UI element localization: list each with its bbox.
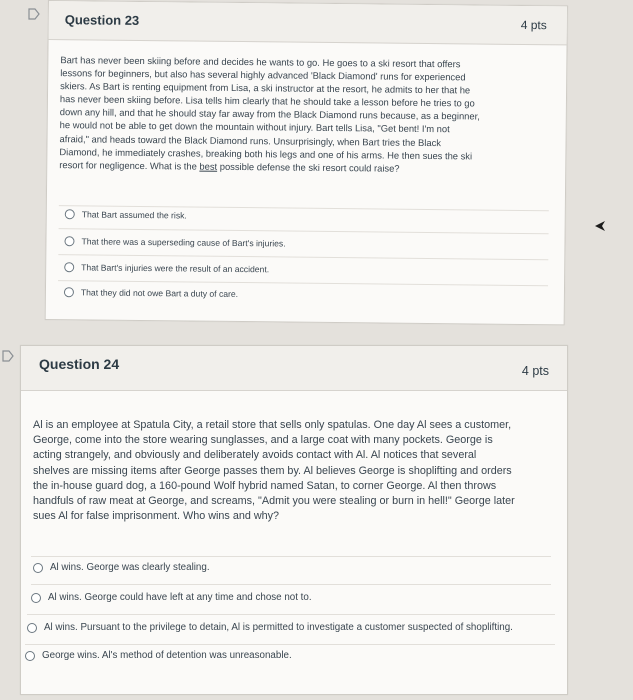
question-24-text-line: sues Al for false imprisonment. Who wins and why?: [33, 510, 280, 523]
answer-divider: [31, 556, 551, 557]
answer-divider: [58, 254, 548, 260]
question-24-text-line: the in-house guard dog, a 160-pound Wolf hybrid named Satan, to corner George. Al then throws: [33, 479, 497, 492]
question-23-text-part: resort for negligence. What is the: [59, 158, 200, 172]
answer-divider: [25, 644, 555, 645]
question-24-points: 4 pts: [521, 364, 549, 378]
answer-divider: [31, 584, 551, 585]
question-23-text-line: Bart has never been skiing before and decides he wants to go. He goes to a ski resort that offers: [60, 54, 461, 70]
question-24-title: Question 24: [39, 356, 120, 372]
question-24-header: [21, 346, 567, 391]
radio-button[interactable]: [31, 593, 41, 603]
q24-answer-option[interactable]: [25, 650, 292, 661]
question-23-text-line: has never been skiing before. Lisa tells him clearly that he should take a lesson before he tries to go: [59, 93, 475, 109]
answer-divider: [27, 614, 555, 615]
question-23-emphasis-best: best: [199, 160, 218, 172]
flag-icon[interactable]: [2, 350, 14, 362]
radio-button[interactable]: [64, 287, 74, 297]
radio-button[interactable]: [64, 262, 74, 272]
question-23-text-part: possible defense the ski resort could raise?: [217, 160, 400, 174]
question-24-text-line: handfuls of raw meat at George, and screams, "Admit you were stealing or burn in hell!" George later: [33, 495, 515, 508]
answer-label: That there was a superseding cause of Bart's injuries.: [81, 236, 286, 249]
question-23-points: 4 pts: [520, 17, 547, 33]
mouse-cursor-icon: [594, 220, 606, 232]
radio-button[interactable]: [33, 563, 43, 573]
question-23-text-line: afraid," and heads toward the Black Diamond runs. Unsurprisingly, when Bart tries the Black: [59, 132, 442, 148]
question-23-text-line: lessons for beginners, but also has several highly advanced 'Black Diamond' runs for experienced: [60, 67, 466, 83]
question-23-text-line: Diamond, he immediately crashes, breaking both his legs and one of his arms. He then sues the ski: [59, 145, 473, 162]
question-23-header: [49, 1, 567, 45]
answer-label: George wins. Al's method of detention was unreasonable.: [42, 650, 292, 661]
answer-label: Al wins. George was clearly stealing.: [50, 562, 210, 573]
flag-icon[interactable]: [28, 8, 40, 20]
question-23-title: Question 23: [64, 12, 140, 28]
answer-label: That Bart's injuries were the result of an accident.: [81, 262, 270, 275]
question-23-text-line: he would not be able to get down the mountain without injury. Bart tells Lisa, "Get bent! I'm not: [59, 119, 450, 135]
q24-answer-option[interactable]: [33, 562, 210, 573]
question-24-card: [20, 345, 568, 695]
q23-answer-option[interactable]: [65, 209, 187, 220]
answer-label: Al wins. George could have left at any time and chose not to.: [48, 592, 312, 603]
q23-answer-option[interactable]: [64, 262, 269, 274]
radio-button[interactable]: [27, 623, 37, 633]
q23-answer-option[interactable]: [64, 236, 285, 248]
answer-divider: [58, 280, 548, 286]
question-24-text-line: George, come into the store wearing sunglasses, and a large coat with many pockets. George is: [33, 434, 493, 447]
question-23-text: [59, 53, 560, 176]
question-24-text-line: acting strangely, and obviously and deliberately avoids contact with Al. Al notices that several: [33, 449, 477, 462]
question-23-text-line: skiers. As Bart is renting equipment from Lisa, a ski instructor at the resort, he admits to her that he: [60, 80, 471, 96]
radio-button[interactable]: [65, 209, 75, 219]
answer-label: That Bart assumed the risk.: [81, 209, 187, 221]
answer-label: Al wins. Pursuant to the privilege to detain, Al is permitted to investigate a customer suspected of shoplifting.: [44, 622, 513, 633]
question-24-text-line: shelves are missing items after George passes them by. Al believes George is shoplifting and orders: [33, 464, 512, 477]
question-23-text-line: down any hill, and that he should stay far away from the Black Diamond runs because, as a beginner,: [59, 106, 480, 122]
q23-answer-option[interactable]: [64, 287, 238, 299]
answer-divider: [59, 228, 549, 234]
question-23-card: [45, 0, 568, 325]
radio-button[interactable]: [64, 236, 74, 246]
question-24-text: [33, 418, 563, 524]
question-24-text-line: Al is an employee at Spatula City, a retail store that sells only spatulas. One day Al sees a customer,: [33, 419, 512, 431]
answer-label: That they did not owe Bart a duty of care.: [80, 287, 239, 300]
radio-button[interactable]: [25, 651, 35, 661]
q24-answer-option[interactable]: [27, 622, 513, 633]
q24-answer-option[interactable]: [31, 592, 312, 603]
